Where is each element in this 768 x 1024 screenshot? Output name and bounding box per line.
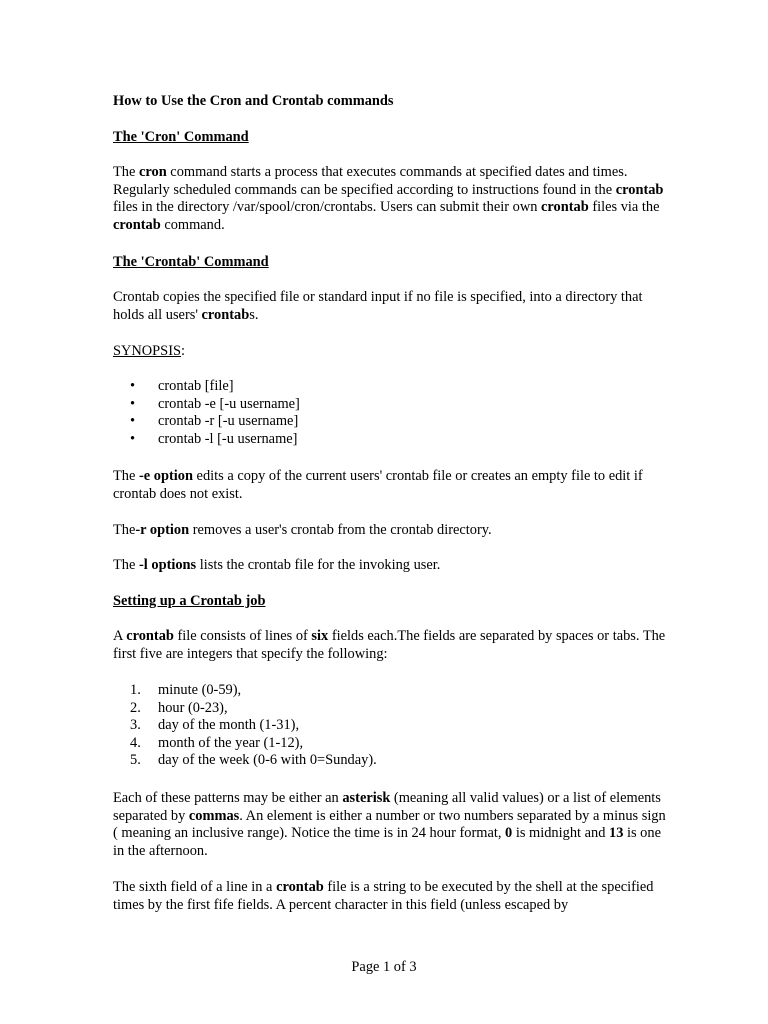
- bullet-icon: •: [130, 413, 136, 430]
- fields-list: [113, 682, 673, 770]
- synopsis-list: [113, 378, 673, 448]
- option-e-paragraph: The -e option edits a copy of the current users' crontab file or creates an empty file to edit if crontab does not exist.: [113, 468, 643, 502]
- list-item: • crontab -r [-u username]: [130, 413, 299, 430]
- bullet-icon: •: [130, 378, 136, 394]
- list-item: 3. day of the month (1-31),: [130, 717, 300, 734]
- setup-paragraph: A crontab file consists of lines of six fields each.The fields are separated by spaces or tabs. The first five are integers that specify the following:: [113, 628, 666, 662]
- option-l-paragraph: The -l options lists the crontab file for the invoking user.: [113, 557, 441, 573]
- option-r-paragraph: The-r option removes a user's crontab from the crontab directory.: [113, 522, 492, 538]
- cron-heading: The 'Cron' Command: [113, 129, 249, 145]
- sixth-field-paragraph: The sixth field of a line in a crontab file is a string to be executed by the shell at the specified times by the first fife fields. A percent character in this field (unless escaped by: [113, 879, 654, 913]
- patterns-paragraph: Each of these patterns may be either an asterisk (meaning all valid values) or a list of elements separated by commas. An element is either a number or two numbers separated by a minus sign ( meaning an inclusive range). Notice the time is in 24 hour format, 0 is midnight and 13 is one in the afternoon.: [113, 790, 666, 859]
- page-number: Page 1 of 3: [351, 959, 417, 975]
- setup-heading: Setting up a Crontab job: [113, 593, 266, 609]
- cron-paragraph: The cron command starts a process that executes commands at specified dates and times. Regularly scheduled commands can be specified according to instructions found in the crontab files in the directory /var/spool/cron/crontabs. Users can submit their own crontab files via the crontab command.: [113, 164, 664, 233]
- crontab-paragraph: Crontab copies the specified file or standard input if no file is specified, into a directory that holds all users' crontabs.: [113, 289, 643, 323]
- list-item: 5. day of the week (0-6 with 0=Sunday).: [130, 752, 377, 769]
- crontab-heading: The 'Crontab' Command: [113, 254, 269, 270]
- list-item: 1. minute (0-59),: [130, 682, 242, 698]
- list-item: • crontab -e [-u username]: [130, 395, 300, 412]
- list-item: • crontab -l [-u username]: [130, 430, 298, 447]
- document-title: How to Use the Cron and Crontab commands: [113, 93, 394, 109]
- synopsis-label: SYNOPSIS:: [113, 343, 185, 359]
- list-item: 4. month of the year (1-12),: [130, 734, 304, 751]
- list-item: 2. hour (0-23),: [130, 699, 228, 716]
- bullet-icon: •: [130, 430, 136, 447]
- bullet-icon: •: [130, 395, 136, 412]
- list-item: • crontab [file]: [130, 378, 234, 394]
